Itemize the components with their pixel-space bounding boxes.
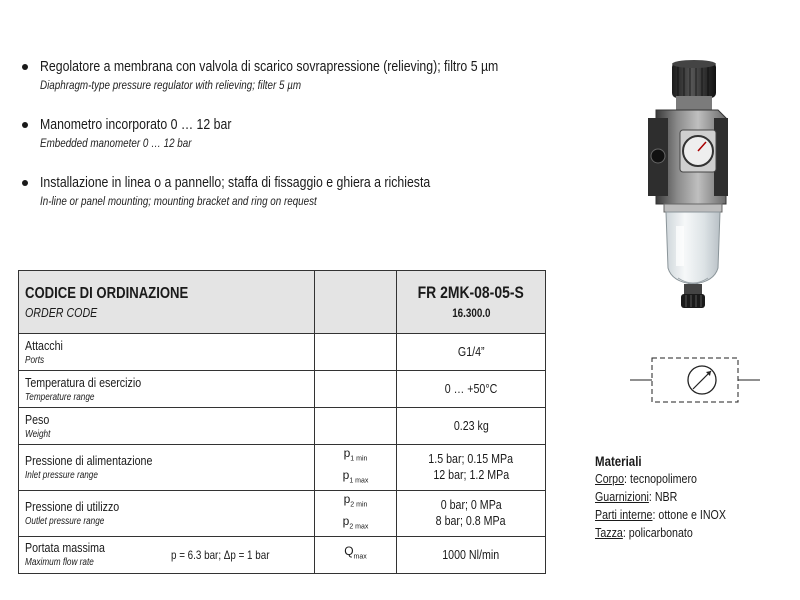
drain-valve xyxy=(681,284,705,308)
symbol-max: $p_{1 max}$ xyxy=(342,468,369,485)
row-label-en: Inlet pressure range xyxy=(25,469,98,481)
row-symbol-cell xyxy=(315,490,397,536)
row-symbol-cell xyxy=(315,371,397,408)
order-code-table xyxy=(18,270,546,574)
row-value: 1000 Nl/min xyxy=(442,546,500,562)
row-label-cell xyxy=(19,490,315,536)
manometer-gauge xyxy=(683,136,713,166)
feature-text-en: Embedded manometer 0 … 12 bar xyxy=(40,136,192,150)
row-symbol-cell xyxy=(315,536,397,573)
row-label-cell xyxy=(19,408,315,445)
row-label-en: Temperature range xyxy=(25,391,95,403)
header-label-cell xyxy=(19,271,315,334)
symbol-min: $p_{1 min}$ xyxy=(343,446,368,463)
symbol-qmax: $Q_{max}$ xyxy=(344,544,367,561)
row-value-max: 8 bar; 0.8 MPa xyxy=(436,513,506,529)
bullet-dot xyxy=(22,122,28,128)
row-label-cell xyxy=(19,536,315,573)
order-code: FR 2MK-08-05-S xyxy=(417,283,525,302)
header-code-cell xyxy=(397,271,546,334)
table-row xyxy=(19,445,546,491)
material-item: Corpo: tecnopolimero xyxy=(595,471,697,486)
row-value-cell xyxy=(397,445,546,491)
feature-text-en: Diaphragm-type pressure regulator with relieving; filter 5 µm xyxy=(40,78,302,92)
row-symbol-cell xyxy=(315,445,397,491)
feature-text-it: Manometro incorporato 0 … 12 bar xyxy=(40,116,232,133)
table-row xyxy=(19,536,546,573)
row-value-cell xyxy=(397,371,546,408)
bullet-dot xyxy=(22,180,28,186)
pneumatic-symbol-icon xyxy=(630,356,760,412)
row-symbol-cell xyxy=(315,408,397,445)
table-row xyxy=(19,408,546,445)
filter-bowl xyxy=(664,204,722,284)
bullet-dot xyxy=(22,64,28,70)
symbol-min: $p_{2 min}$ xyxy=(343,491,368,509)
row-label-it: Attacchi xyxy=(25,337,63,353)
flow-condition: p = 6.3 bar; Δp = 1 bar xyxy=(171,547,270,562)
table-row xyxy=(19,371,546,408)
row-value-cell xyxy=(397,536,546,573)
row-value-min: 0 bar; 0 MPa xyxy=(440,497,502,513)
row-label-cell xyxy=(19,334,315,371)
row-label-it: Pressione di utilizzo xyxy=(25,498,120,514)
row-label-en: Weight xyxy=(25,428,51,440)
filter-regulator-image xyxy=(626,56,756,326)
row-label-it: Pressione di alimentazione xyxy=(25,452,153,468)
order-number: 16.300.0 xyxy=(451,306,491,320)
row-symbol-cell xyxy=(315,334,397,371)
material-item: Tazza: policarbonato xyxy=(595,525,693,540)
feature-text-it: Regolatore a membrana con valvola di scarico sovrapressione (relieving); filtro 5 µm xyxy=(40,58,499,75)
header-label-en: ORDER CODE xyxy=(25,304,98,320)
materials-section xyxy=(595,452,795,542)
feature-text-en: In-line or panel mounting; mounting bracket and ring on request xyxy=(40,194,317,208)
row-label-en: Ports xyxy=(25,354,45,366)
table-header-row xyxy=(19,271,546,334)
row-value-min: 1.5 bar; 0.15 MPa xyxy=(428,451,514,467)
row-label-cell xyxy=(19,371,315,408)
row-value: G1/4” xyxy=(457,344,485,359)
materials-title: Materiali xyxy=(595,453,642,469)
row-value: 0 … +50°C xyxy=(444,381,498,396)
row-value-cell xyxy=(397,490,546,536)
table-row xyxy=(19,334,546,371)
row-value-cell xyxy=(397,408,546,445)
adjusting-knob xyxy=(672,60,716,110)
row-value-max: 12 bar; 1.2 MPa xyxy=(433,467,509,483)
row-label-en: Maximum flow rate xyxy=(25,557,94,569)
material-item: Guarnizioni: NBR xyxy=(595,489,678,504)
row-label-it: Temperatura di esercizio xyxy=(25,374,142,390)
row-label-en: Outlet pressure range xyxy=(25,515,105,527)
symbol-max: $p_{2 max}$ xyxy=(342,514,369,531)
row-value-cell xyxy=(397,334,546,371)
row-value: 0.23 kg xyxy=(453,418,489,433)
row-label-it: Portata massima xyxy=(25,540,105,556)
row-label-it: Peso xyxy=(25,411,50,427)
table-row xyxy=(19,490,546,536)
row-label-cell xyxy=(19,445,315,491)
feature-text-it: Installazione in linea o a pannello; staffa di fissaggio e ghiera a richiesta xyxy=(40,174,431,191)
material-item: Parti interne: ottone e INOX xyxy=(595,507,726,522)
header-label-it: CODICE DI ORDINAZIONE xyxy=(25,284,189,302)
header-symbol-cell xyxy=(315,271,397,334)
